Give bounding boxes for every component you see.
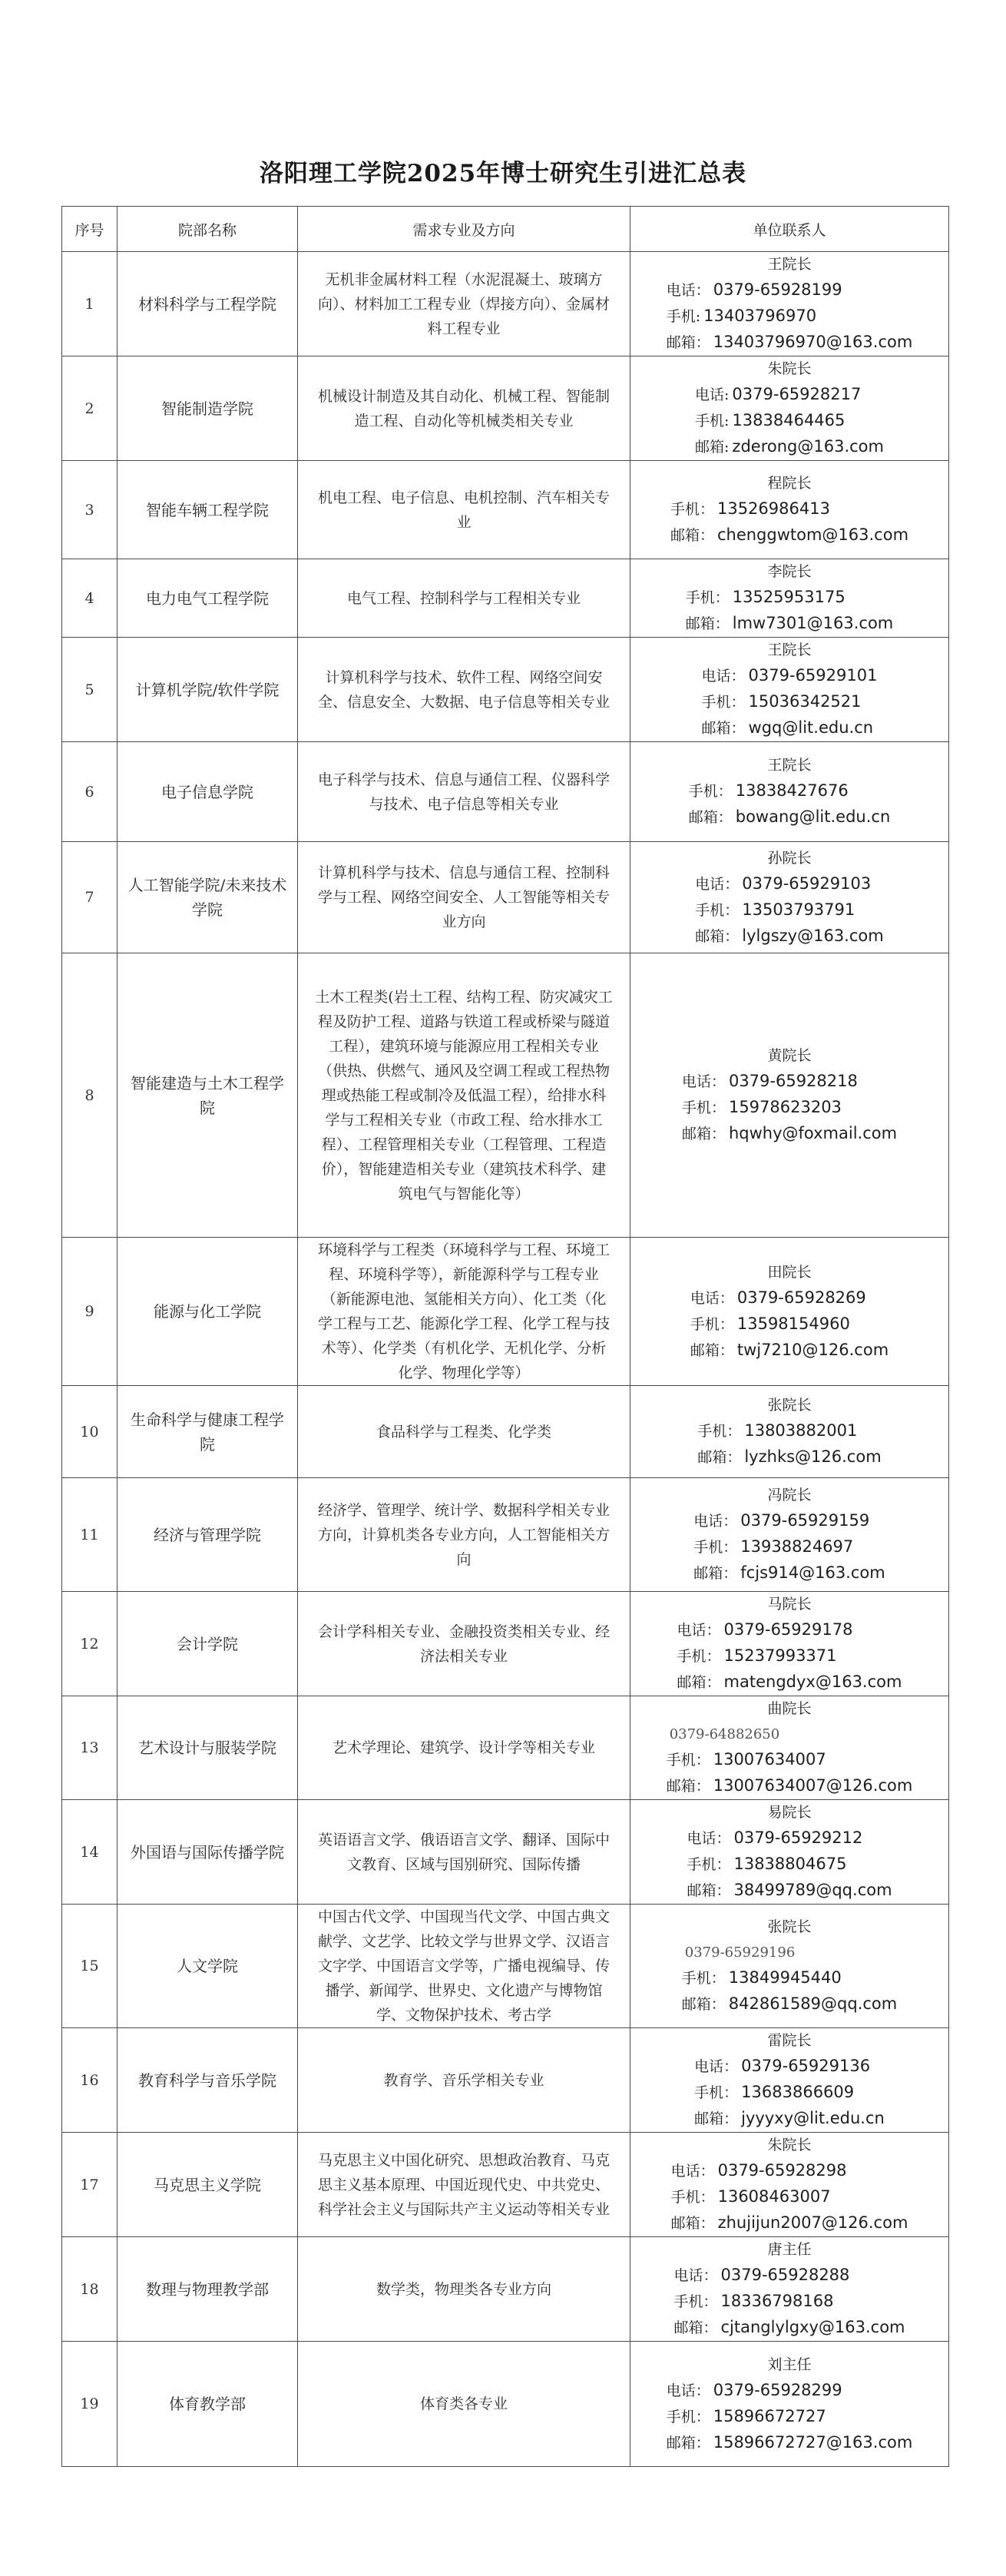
table-row bbox=[62, 461, 949, 559]
table-row bbox=[62, 1386, 949, 1478]
contact-cell bbox=[630, 1905, 949, 2028]
contact-value: 13598154960 bbox=[736, 1314, 850, 1333]
contact-label: 电话： bbox=[693, 1513, 738, 1530]
contact-block bbox=[697, 1393, 881, 1470]
contact-name: 马院长 bbox=[767, 1596, 812, 1613]
department-name: 会计学院 bbox=[117, 1592, 298, 1696]
contact-label: 手机： bbox=[666, 2408, 710, 2425]
contact-name: 易院长 bbox=[767, 1804, 812, 1821]
contact-value: bowang@lit.edu.cn bbox=[735, 807, 891, 826]
contact-line bbox=[687, 1878, 892, 1904]
required-majors: 环境科学与工程类（环境科学与工程、环境工程、环境科学等），新能源科学与工程专业（新能源电池、氢能相关方向）、化工类（化学工程与工艺、能源化学工程、化学工程与技术等）、化学类（有机化学、无机化学、分析化学、物理化学等） bbox=[298, 1238, 630, 1386]
contact-label: 电话： bbox=[701, 668, 746, 685]
contact-label: 手机： bbox=[685, 589, 730, 606]
row-number: 14 bbox=[62, 1800, 117, 1905]
contact-line bbox=[702, 715, 878, 741]
contact-line bbox=[697, 1418, 881, 1444]
contact-value: 15896672727@163.com bbox=[713, 2432, 913, 2452]
contact-line bbox=[682, 1940, 897, 1965]
contact-cell bbox=[630, 1478, 949, 1592]
contact-label: 邮箱： bbox=[670, 527, 714, 544]
contact-line bbox=[693, 1534, 885, 1560]
required-majors: 体育类各专业 bbox=[298, 2342, 630, 2467]
department-name: 智能建造与土木工程学院 bbox=[117, 953, 298, 1238]
contact-block bbox=[682, 1915, 897, 2017]
contact-value: 13608463007 bbox=[717, 2187, 831, 2206]
contact-label: 手机： bbox=[690, 1315, 734, 1333]
contact-block bbox=[702, 638, 878, 741]
department-name: 电子信息学院 bbox=[117, 742, 298, 842]
contact-value: wgq@lit.edu.cn bbox=[748, 718, 874, 737]
contact-label: 电话： bbox=[690, 1289, 734, 1307]
contact-line bbox=[694, 2106, 885, 2132]
contact-block bbox=[667, 2352, 913, 2456]
contact-value: 15896672727 bbox=[713, 2406, 826, 2425]
contact-label: 邮箱： bbox=[694, 2110, 739, 2127]
contact-value: 13007634007 bbox=[713, 1750, 826, 1769]
contact-line bbox=[686, 585, 894, 611]
page-title: 洛阳理工学院2025年博士研究生引进汇总表 bbox=[259, 160, 747, 187]
contact-value: 0379-65929101 bbox=[748, 666, 878, 685]
contact-line bbox=[667, 1722, 913, 1747]
contact-block bbox=[670, 471, 908, 549]
contact-label: 邮箱： bbox=[666, 334, 710, 351]
contact-line bbox=[694, 2054, 885, 2080]
contact-label: 电话: bbox=[695, 386, 730, 403]
row-number: 3 bbox=[62, 461, 117, 559]
contact-line bbox=[695, 923, 883, 950]
required-majors: 经济学、管理学、统计学、数据科学相关专业方向，计算机类各专业方向，人工智能相关方向 bbox=[298, 1478, 630, 1592]
contact-name: 王院长 bbox=[767, 642, 812, 658]
required-majors: 机电工程、电子信息、电机控制、汽车相关专业 bbox=[298, 461, 630, 559]
contact-block bbox=[693, 1483, 885, 1586]
contact-block bbox=[694, 2028, 885, 2132]
contact-line bbox=[702, 663, 878, 689]
contact-cell bbox=[630, 252, 949, 356]
contact-value: 0379-65929212 bbox=[733, 1828, 863, 1847]
contact-value: 0379-65928299 bbox=[713, 2380, 842, 2399]
contact-label: 邮箱： bbox=[688, 809, 733, 826]
row-number: 10 bbox=[62, 1386, 117, 1478]
contact-label: 邮箱： bbox=[685, 615, 730, 632]
contact-value: lylgszy@163.com bbox=[742, 926, 884, 945]
contact-cell bbox=[630, 2237, 949, 2342]
contact-label: 电话： bbox=[666, 2382, 710, 2399]
contact-block bbox=[689, 753, 891, 830]
contact-value: zderong@163.com bbox=[732, 437, 884, 456]
contact-line bbox=[690, 1311, 889, 1338]
contact-line bbox=[677, 1643, 902, 1669]
contact-value: 0379-65929159 bbox=[740, 1511, 870, 1530]
contact-value: zhujijun2007@126.com bbox=[717, 2213, 908, 2232]
contact-label: 电话： bbox=[670, 2163, 715, 2180]
contact-line bbox=[702, 689, 878, 715]
contact-value: 15036342521 bbox=[748, 692, 862, 711]
contact-block bbox=[686, 559, 894, 637]
contact-label: 手机： bbox=[681, 1099, 726, 1116]
contact-value: 0379-65929103 bbox=[742, 874, 872, 893]
header-major: 需求专业及方向 bbox=[298, 207, 630, 252]
contact-value: 13403796970 bbox=[703, 307, 817, 325]
table-row bbox=[62, 252, 949, 356]
recruitment-table bbox=[61, 206, 949, 2467]
contact-value: cjtanglylgxy@163.com bbox=[720, 2318, 905, 2336]
contact-label: 手机： bbox=[677, 1648, 721, 1665]
table-row bbox=[62, 638, 949, 742]
header-dept: 院部名称 bbox=[117, 207, 298, 252]
contact-name: 程院长 bbox=[767, 475, 812, 492]
contact-line bbox=[667, 2378, 913, 2404]
contact-line bbox=[673, 2315, 905, 2341]
contact-name: 田院长 bbox=[767, 1263, 812, 1281]
contact-label: 邮箱： bbox=[693, 1565, 738, 1582]
contact-value: twj7210@126.com bbox=[736, 1340, 889, 1359]
table-row bbox=[62, 559, 949, 638]
department-name: 数理与物理教学部 bbox=[117, 2237, 298, 2342]
contact-label: 电话： bbox=[681, 1073, 726, 1090]
table-row bbox=[62, 742, 949, 842]
row-number: 19 bbox=[62, 2342, 117, 2467]
contact-label: 邮箱： bbox=[690, 1341, 734, 1359]
contact-line bbox=[667, 2404, 913, 2430]
department-name: 经济与管理学院 bbox=[117, 1478, 298, 1592]
contact-line bbox=[682, 1965, 897, 1991]
contact-label: 电话： bbox=[677, 1622, 721, 1639]
contact-cell bbox=[630, 953, 949, 1238]
contact-value: 13849945440 bbox=[728, 1968, 842, 1987]
contact-cell bbox=[630, 638, 949, 742]
contact-value: 13938824697 bbox=[740, 1537, 854, 1556]
table-row bbox=[62, 2342, 949, 2467]
required-majors: 艺术学理论、建筑学、设计学等相关专业 bbox=[298, 1696, 630, 1800]
contact-value: 13683866609 bbox=[741, 2083, 855, 2101]
contact-value: 15237993371 bbox=[723, 1646, 837, 1665]
contact-cell bbox=[630, 1696, 949, 1800]
department-name: 外国语与国际传播学院 bbox=[117, 1800, 298, 1905]
contact-value: 0379-65929178 bbox=[723, 1620, 853, 1639]
contact-line bbox=[671, 2184, 908, 2210]
contact-name: 王院长 bbox=[767, 757, 812, 774]
contact-name: 曲院长 bbox=[767, 1700, 812, 1717]
contact-line bbox=[693, 1508, 885, 1534]
required-majors: 数学类，物理类各专业方向 bbox=[298, 2237, 630, 2342]
table-row bbox=[62, 1478, 949, 1592]
contact-label: 邮箱： bbox=[673, 2319, 718, 2336]
contact-line bbox=[697, 1444, 881, 1470]
contact-line bbox=[690, 1285, 889, 1311]
contact-value: 0379-65928298 bbox=[717, 2161, 847, 2180]
row-number: 18 bbox=[62, 2237, 117, 2342]
contact-name: 王院长 bbox=[767, 256, 812, 273]
contact-label: 电话： bbox=[687, 1830, 731, 1847]
contact-cell bbox=[630, 1238, 949, 1386]
row-number: 12 bbox=[62, 1592, 117, 1696]
contact-line bbox=[667, 277, 913, 303]
table-row bbox=[62, 2028, 949, 2133]
required-majors: 马克思主义中国化研究、思想政治教育、马克思主义基本原理、中国近现代史、中共党史、科学社会主义与国际共产主义运动等相关专业 bbox=[298, 2133, 630, 2237]
contact-label: 手机： bbox=[694, 2084, 739, 2101]
row-number: 11 bbox=[62, 1478, 117, 1592]
contact-value: fcjs914@163.com bbox=[740, 1563, 885, 1582]
table-row bbox=[62, 1238, 949, 1386]
contact-value: 0379-65928269 bbox=[736, 1288, 866, 1307]
contact-label: 邮箱: bbox=[695, 439, 730, 456]
contact-line bbox=[695, 434, 884, 460]
table-header-row bbox=[62, 207, 949, 252]
contact-cell bbox=[630, 1592, 949, 1696]
row-number: 13 bbox=[62, 1696, 117, 1800]
contact-value: 0379-65928288 bbox=[720, 2266, 850, 2284]
department-name: 材料科学与工程学院 bbox=[117, 252, 298, 356]
contact-value: 13403796970@163.com bbox=[713, 333, 913, 351]
contact-label: 手机： bbox=[681, 1970, 726, 1987]
row-number: 16 bbox=[62, 2028, 117, 2133]
contact-cell bbox=[630, 2133, 949, 2237]
required-majors: 无机非金属材料工程（水泥混凝土、玻璃方向）、材料加工工程专业（焊接方向）、金属材料工程专业 bbox=[298, 252, 630, 356]
contact-value: 15978623203 bbox=[728, 1098, 842, 1116]
contact-block bbox=[682, 1043, 897, 1147]
contact-line bbox=[682, 1095, 897, 1121]
required-majors: 中国古代文学、中国现当代文学、中国古典文献学、文艺学、比较文学与世界文学、汉语言文字学、中国语言文学等，广播电视编导、传播学、新闻学、世界史、文化遗产与博物馆学、文物保护技术、考古学 bbox=[298, 1905, 630, 2028]
header-no: 序号 bbox=[62, 207, 117, 252]
contact-label: 手机： bbox=[687, 1856, 731, 1873]
contact-name: 刘主任 bbox=[767, 2356, 812, 2373]
contact-line bbox=[695, 382, 884, 408]
required-majors: 计算机科学与技术、软件工程、网络空间安全、信息安全、大数据、电子信息等相关专业 bbox=[298, 638, 630, 742]
contact-block bbox=[690, 1260, 889, 1364]
required-majors: 英语语言文学、俄语语言文学、翻译、国际中文教育、区域与国别研究、国际传播 bbox=[298, 1800, 630, 1905]
contact-value: 13838427676 bbox=[735, 781, 849, 800]
contact-line bbox=[682, 1121, 897, 1147]
contact-line bbox=[667, 1747, 913, 1773]
contact-line bbox=[689, 778, 891, 804]
contact-name: 唐主任 bbox=[767, 2241, 812, 2258]
contact-label: 手机： bbox=[688, 783, 733, 800]
contact-line bbox=[673, 2289, 905, 2315]
contact-line bbox=[677, 1669, 902, 1696]
contact-value: 13526986413 bbox=[716, 499, 830, 518]
contact-line bbox=[670, 496, 908, 522]
row-number: 15 bbox=[62, 1905, 117, 2028]
department-name: 艺术设计与服装学院 bbox=[117, 1696, 298, 1800]
contact-name: 张院长 bbox=[767, 1397, 812, 1414]
contact-line bbox=[687, 1852, 892, 1878]
contact-line bbox=[667, 2430, 913, 2456]
contact-value: 0379-65929196 bbox=[684, 1944, 796, 1961]
required-majors: 电气工程、控制科学与工程相关专业 bbox=[298, 559, 630, 638]
contact-value: hqwhy@foxmail.com bbox=[728, 1124, 898, 1142]
contact-label: 邮箱： bbox=[670, 2215, 715, 2232]
contact-line bbox=[671, 2158, 908, 2184]
contact-label: 邮箱： bbox=[687, 1882, 731, 1899]
contact-value: 38499789@qq.com bbox=[733, 1881, 892, 1899]
contact-block bbox=[695, 846, 883, 950]
contact-name: 孙院长 bbox=[767, 849, 812, 867]
contact-label: 手机： bbox=[693, 1539, 738, 1556]
contact-block bbox=[677, 1592, 902, 1696]
contact-label: 电话： bbox=[666, 282, 710, 299]
header-contact: 单位联系人 bbox=[630, 207, 949, 252]
contact-value: 13525953175 bbox=[732, 588, 846, 606]
contact-label: 电话： bbox=[694, 2058, 739, 2075]
required-majors: 计算机科学与技术、信息与通信工程、控制科学与工程、网络空间安全、人工智能等相关专业方向 bbox=[298, 842, 630, 953]
department-name: 教育科学与音乐学院 bbox=[117, 2028, 298, 2133]
contact-line bbox=[686, 611, 894, 637]
table-row bbox=[62, 2133, 949, 2237]
contact-label: 电话： bbox=[695, 875, 740, 893]
contact-label: 手机： bbox=[670, 2189, 715, 2206]
contact-cell bbox=[630, 742, 949, 842]
table-row bbox=[62, 1592, 949, 1696]
contact-block bbox=[687, 1800, 892, 1904]
contact-label: 手机： bbox=[666, 1752, 710, 1769]
contact-value: matengdyx@163.com bbox=[723, 1673, 902, 1691]
contact-line bbox=[693, 1560, 885, 1586]
contact-cell bbox=[630, 1800, 949, 1905]
department-name: 电力电气工程学院 bbox=[117, 559, 298, 638]
contact-line bbox=[670, 522, 908, 549]
contact-line bbox=[677, 1617, 902, 1643]
contact-cell bbox=[630, 461, 949, 559]
contact-block bbox=[673, 2237, 905, 2341]
contact-value: 13007634007@126.com bbox=[713, 1776, 913, 1795]
table-row bbox=[62, 2237, 949, 2342]
contact-line bbox=[667, 330, 913, 356]
contact-name: 冯院长 bbox=[767, 1487, 812, 1503]
contact-label: 手机: bbox=[666, 308, 701, 325]
contact-line bbox=[671, 2210, 908, 2236]
contact-line bbox=[682, 1069, 897, 1095]
required-majors: 会计学科相关专业、金融投资类相关专业、经济法相关专业 bbox=[298, 1592, 630, 1696]
contact-name: 朱院长 bbox=[767, 2137, 812, 2153]
contact-label: 邮箱： bbox=[701, 720, 746, 737]
row-number: 5 bbox=[62, 638, 117, 742]
contact-value: 0379-64882650 bbox=[669, 1726, 780, 1742]
contact-label: 邮箱： bbox=[681, 1996, 726, 2013]
contact-value: chenggwtom@163.com bbox=[716, 525, 909, 544]
contact-label: 邮箱： bbox=[666, 2434, 710, 2452]
contact-line bbox=[667, 1773, 913, 1799]
contact-cell bbox=[630, 2028, 949, 2133]
contact-value: 0379-65929136 bbox=[741, 2057, 871, 2075]
contact-block bbox=[671, 2133, 908, 2236]
contact-label: 手机： bbox=[701, 694, 746, 711]
contact-cell bbox=[630, 559, 949, 638]
contact-label: 邮箱： bbox=[695, 927, 740, 945]
table-row bbox=[62, 356, 949, 461]
contact-cell bbox=[630, 842, 949, 953]
contact-label: 邮箱： bbox=[677, 1674, 721, 1691]
contact-name: 雷院长 bbox=[767, 2032, 812, 2049]
contact-cell bbox=[630, 1386, 949, 1478]
contact-label: 手机: bbox=[695, 413, 730, 429]
table-row bbox=[62, 842, 949, 953]
table-row bbox=[62, 1696, 949, 1800]
row-number: 2 bbox=[62, 356, 117, 461]
required-majors: 教育学、音乐学相关专业 bbox=[298, 2028, 630, 2133]
contact-label: 电话： bbox=[673, 2267, 718, 2284]
contact-value: 13838464465 bbox=[732, 411, 846, 429]
contact-value: lyzhks@126.com bbox=[744, 1447, 882, 1466]
contact-value: 0379-65928199 bbox=[713, 280, 842, 299]
department-name: 智能车辆工程学院 bbox=[117, 461, 298, 559]
contact-label: 邮箱： bbox=[681, 1126, 726, 1142]
contact-label: 手机： bbox=[695, 901, 740, 919]
required-majors: 机械设计制造及其自动化、机械工程、智能制造工程、自动化等机械类相关专业 bbox=[298, 356, 630, 461]
contact-label: 手机： bbox=[697, 1423, 742, 1440]
required-majors: 食品科学与工程类、化学类 bbox=[298, 1386, 630, 1478]
required-majors: 土木工程类(岩土工程、结构工程、防灾减灾工程及防护工程、道路与铁道工程或桥梁与隧道工程），建筑环境与能源应用工程相关专业（供热、供燃气、通风及空调工程或工程热物理或热能工程或制冷及低温工程），给排水科学与工程相关专业（市政工程、给水排水工程）、工程管理相关专业（工程管理、工程造价），智能建造相关专业（建筑技术科学、建筑电气与智能化等） bbox=[298, 953, 630, 1238]
department-name: 马克思主义学院 bbox=[117, 2133, 298, 2237]
contact-line bbox=[695, 871, 883, 897]
contact-value: 13803882001 bbox=[744, 1421, 858, 1440]
row-number: 1 bbox=[62, 252, 117, 356]
contact-line bbox=[695, 408, 884, 434]
row-number: 9 bbox=[62, 1238, 117, 1386]
contact-value: 842861589@qq.com bbox=[728, 1994, 898, 2013]
row-number: 6 bbox=[62, 742, 117, 842]
row-number: 4 bbox=[62, 559, 117, 638]
contact-label: 邮箱： bbox=[697, 1449, 742, 1466]
contact-line bbox=[667, 303, 913, 330]
contact-name: 李院长 bbox=[767, 563, 812, 580]
contact-value: 18336798168 bbox=[720, 2292, 834, 2310]
contact-name: 黄院长 bbox=[767, 1047, 812, 1064]
department-name: 计算机学院/软件学院 bbox=[117, 638, 298, 742]
contact-value: 0379-65928217 bbox=[732, 385, 862, 403]
contact-cell bbox=[630, 356, 949, 461]
contact-line bbox=[694, 2080, 885, 2106]
contact-value: 13503793791 bbox=[742, 900, 855, 919]
contact-name: 朱院长 bbox=[767, 360, 812, 377]
contact-line bbox=[682, 1991, 897, 2017]
contact-block bbox=[695, 356, 884, 460]
row-number: 8 bbox=[62, 953, 117, 1238]
contact-line bbox=[689, 804, 891, 830]
contact-label: 手机： bbox=[673, 2293, 718, 2310]
row-number: 17 bbox=[62, 2133, 117, 2237]
contact-block bbox=[667, 1696, 913, 1799]
contact-line bbox=[687, 1825, 892, 1852]
department-name: 体育教学部 bbox=[117, 2342, 298, 2467]
contact-label: 手机： bbox=[670, 501, 714, 518]
contact-value: 0379-65928218 bbox=[728, 1072, 858, 1090]
contact-value: 13838804675 bbox=[733, 1855, 847, 1873]
contact-line bbox=[695, 897, 883, 923]
contact-name: 张院长 bbox=[767, 1918, 812, 1935]
row-number: 7 bbox=[62, 842, 117, 953]
required-majors: 电子科学与技术、信息与通信工程、仪器科学与技术、电子信息等相关专业 bbox=[298, 742, 630, 842]
department-name: 能源与化工学院 bbox=[117, 1238, 298, 1386]
contact-value: lmw7301@163.com bbox=[732, 614, 894, 632]
department-name: 人文学院 bbox=[117, 1905, 298, 2028]
department-name: 人工智能学院/未来技术学院 bbox=[117, 842, 298, 953]
table-row bbox=[62, 1905, 949, 2028]
contact-label: 邮箱： bbox=[666, 1778, 710, 1795]
table-row bbox=[62, 953, 949, 1238]
contact-value: jyyyxy@lit.edu.cn bbox=[741, 2109, 885, 2127]
table-row bbox=[62, 1800, 949, 1905]
contact-line bbox=[673, 2263, 905, 2289]
contact-cell bbox=[630, 2342, 949, 2467]
contact-line bbox=[690, 1338, 889, 1364]
contact-block bbox=[667, 252, 913, 356]
department-name: 智能制造学院 bbox=[117, 356, 298, 461]
department-name: 生命科学与健康工程学院 bbox=[117, 1386, 298, 1478]
